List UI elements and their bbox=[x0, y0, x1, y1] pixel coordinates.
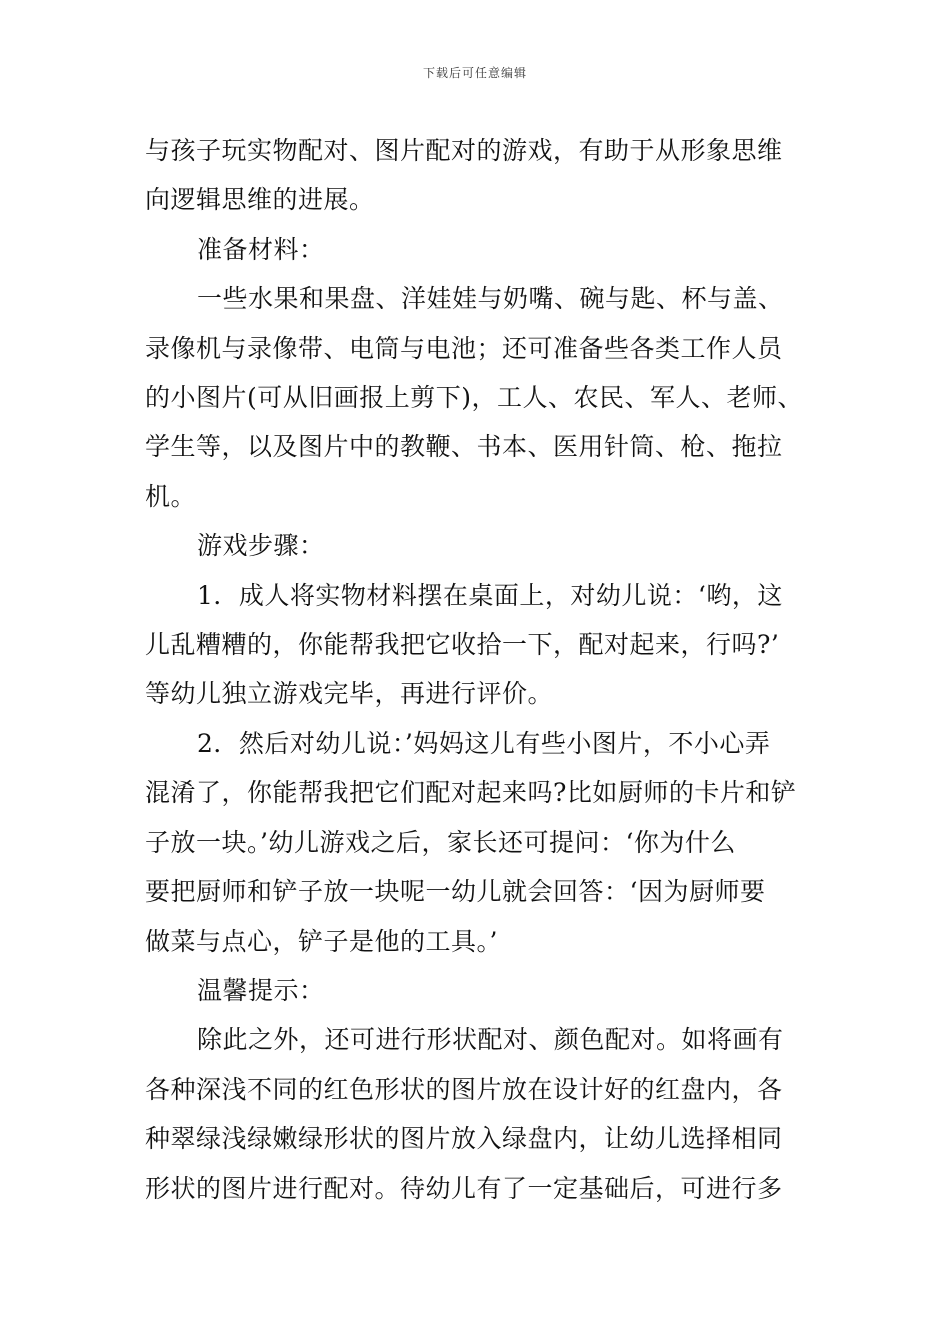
paragraph-line: 要把厨师和铲子放一块呢一幼儿就会回答：‘因为厨师要 bbox=[145, 877, 766, 907]
document-body bbox=[145, 126, 825, 1213]
section-heading: 温馨提示： bbox=[197, 975, 325, 1005]
section-heading: 准备材料： bbox=[197, 234, 325, 264]
paragraph-line: 种翠绿浅绿嫩绿形状的图片放入绿盘内，让幼儿选择相同 bbox=[145, 1124, 783, 1154]
paragraph-line: 儿乱糟糟的，你能帮我把它收拾一下，配对起来，行吗?’ bbox=[145, 630, 780, 660]
paragraph-line: 等幼儿独立游戏完毕，再进行评价。 bbox=[145, 679, 554, 709]
section-heading: 游戏步骤： bbox=[197, 531, 325, 561]
paragraph-line: 的小图片(可从旧画报上剪下)，工人、农民、军人、老师、 bbox=[145, 383, 804, 413]
paragraph-line: 机。 bbox=[145, 481, 197, 511]
page-header: 下载后可任意编辑 bbox=[422, 66, 527, 80]
paragraph-line: 各种深浅不同的红色形状的图片放在设计好的红盘内，各 bbox=[145, 1074, 783, 1104]
paragraph-line: 混淆了，你能帮我把它们配对起来吗?比如厨师的卡片和铲 bbox=[145, 778, 797, 808]
paragraph-line: 除此之外，还可进行形状配对、颜色配对。如将画有 bbox=[197, 1025, 784, 1055]
paragraph-line: 学生等，以及图片中的教鞭、书本、医用针筒、枪、拖拉 bbox=[145, 432, 783, 462]
paragraph-line: 做菜与点心，铲子是他的工具。’ bbox=[145, 926, 498, 956]
paragraph-line: 1．成人将实物材料摆在桌面上，对幼儿说：‘哟，这 bbox=[197, 580, 783, 610]
paragraph-line: 向逻辑思维的进展。 bbox=[145, 185, 375, 215]
paragraph-line: 一些水果和果盘、洋娃娃与奶嘴、碗与匙、杯与盖、 bbox=[197, 284, 784, 314]
paragraph-line: 与孩子玩实物配对、图片配对的游戏，有助于从形象思维 bbox=[145, 136, 783, 165]
paragraph-line: 2．然后对幼儿说：’妈妈这儿有些小图片，不小心弄 bbox=[197, 728, 771, 758]
paragraph-line: 子放一块。’幼儿游戏之后，家长还可提问：‘你为什么 bbox=[145, 827, 736, 857]
paragraph-line: 录像机与录像带、电筒与电池；还可准备些各类工作人员 bbox=[145, 333, 783, 363]
paragraph-line: 形状的图片进行配对。待幼儿有了一定基础后，可进行多 bbox=[145, 1173, 783, 1203]
